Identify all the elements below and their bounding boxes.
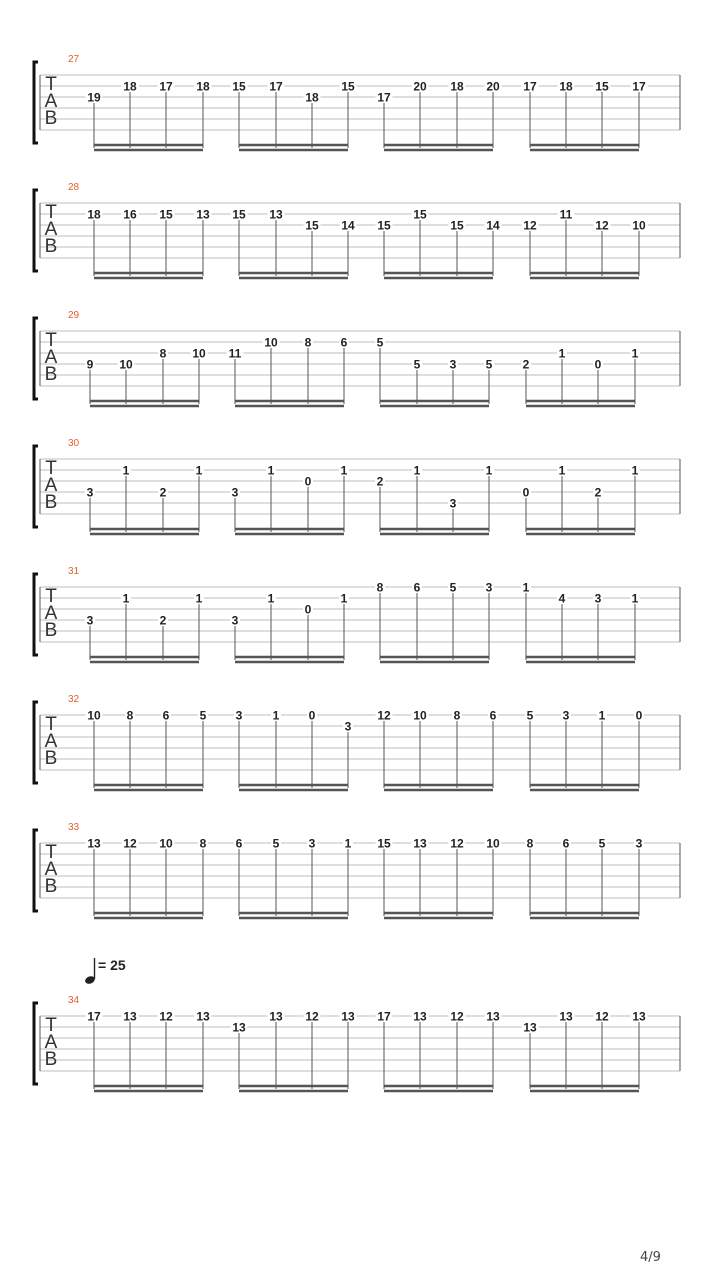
fret-number: 13	[632, 1009, 646, 1024]
fret-number: 2	[594, 485, 602, 500]
fret-number: 8	[453, 708, 461, 723]
fret-number: 1	[485, 463, 493, 478]
fret-number: 1	[340, 463, 348, 478]
fret-number: 13	[232, 1020, 246, 1035]
system-bracket	[34, 574, 38, 655]
fret-number: 4	[558, 591, 566, 606]
fret-number: 17	[523, 79, 537, 94]
fret-number: 6	[413, 580, 421, 595]
fret-number: 18	[87, 207, 101, 222]
tab-clef-letter: B	[44, 876, 58, 897]
fret-number: 3	[235, 708, 243, 723]
measure-number: 28	[68, 182, 80, 193]
fret-number: 1	[195, 591, 203, 606]
fret-number: 10	[264, 335, 278, 350]
fret-number: 3	[308, 836, 316, 851]
fret-number: 11	[228, 346, 242, 361]
tab-clef-letter: T	[45, 74, 57, 95]
fret-number: 2	[159, 613, 167, 628]
fret-number: 13	[196, 1009, 210, 1024]
fret-number: 13	[269, 1009, 283, 1024]
fret-number: 12	[305, 1009, 319, 1024]
fret-number: 1	[598, 708, 606, 723]
tab-clef-letter: T	[45, 202, 57, 223]
tab-clef-letter: T	[45, 842, 57, 863]
tab-clef-letter: B	[44, 492, 58, 513]
fret-number: 8	[526, 836, 534, 851]
fret-number: 15	[377, 836, 391, 851]
measure-number: 34	[68, 995, 80, 1006]
measure-number: 32	[68, 694, 80, 705]
fret-number: 6	[489, 708, 497, 723]
system-bracket	[34, 1003, 38, 1084]
fret-number: 3	[344, 719, 352, 734]
fret-number: 14	[341, 218, 355, 233]
fret-number: 12	[123, 836, 137, 851]
fret-number: 3	[449, 496, 457, 511]
fret-number: 0	[635, 708, 643, 723]
fret-number: 17	[159, 79, 173, 94]
fret-number: 9	[86, 357, 94, 372]
fret-number: 13	[523, 1020, 537, 1035]
fret-number: 15	[232, 79, 246, 94]
fret-number: 6	[562, 836, 570, 851]
tab-clef-letter: B	[44, 108, 58, 129]
fret-number: 13	[87, 836, 101, 851]
fret-number: 18	[123, 79, 137, 94]
system-bracket	[34, 318, 38, 399]
tab-clef-letter: A	[44, 859, 58, 880]
fret-number: 14	[486, 218, 500, 233]
fret-number: 5	[199, 708, 207, 723]
fret-number: 15	[413, 207, 427, 222]
fret-number: 2	[159, 485, 167, 500]
fret-number: 1	[631, 463, 639, 478]
fret-number: 13	[341, 1009, 355, 1024]
fret-number: 13	[196, 207, 210, 222]
fret-number: 2	[522, 357, 530, 372]
fret-number: 0	[522, 485, 530, 500]
fret-number: 18	[305, 90, 319, 105]
fret-number: 3	[562, 708, 570, 723]
tab-clef-letter: B	[44, 1049, 58, 1070]
tab-clef-letter: A	[44, 475, 58, 496]
fret-number: 11	[559, 207, 573, 222]
fret-number: 1	[413, 463, 421, 478]
tab-clef-letter: T	[45, 458, 57, 479]
fret-number: 16	[123, 207, 137, 222]
fret-number: 1	[344, 836, 352, 851]
fret-number: 3	[594, 591, 602, 606]
fret-number: 15	[305, 218, 319, 233]
fret-number: 17	[87, 1009, 101, 1024]
fret-number: 0	[594, 357, 602, 372]
fret-number: 5	[526, 708, 534, 723]
fret-number: 10	[632, 218, 646, 233]
fret-number: 6	[340, 335, 348, 350]
fret-number: 12	[450, 836, 464, 851]
fret-number: 5	[598, 836, 606, 851]
fret-number: 10	[192, 346, 206, 361]
fret-number: 18	[450, 79, 464, 94]
fret-number: 10	[87, 708, 101, 723]
fret-number: 1	[267, 463, 275, 478]
fret-number: 3	[231, 613, 239, 628]
system-bracket	[34, 190, 38, 271]
fret-number: 1	[340, 591, 348, 606]
fret-number: 10	[486, 836, 500, 851]
tab-clef-letter: T	[45, 586, 57, 607]
fret-number: 8	[376, 580, 384, 595]
fret-number: 12	[159, 1009, 173, 1024]
fret-number: 15	[232, 207, 246, 222]
tab-clef-letter: B	[44, 364, 58, 385]
tab-clef-letter: A	[44, 91, 58, 112]
fret-number: 1	[558, 346, 566, 361]
fret-number: 3	[231, 485, 239, 500]
fret-number: 1	[122, 463, 130, 478]
tab-clef-letter: T	[45, 1015, 57, 1036]
tempo-value: = 25	[98, 957, 126, 973]
fret-number: 3	[635, 836, 643, 851]
fret-number: 8	[126, 708, 134, 723]
fret-number: 20	[486, 79, 500, 94]
tab-clef-letter: A	[44, 1032, 58, 1053]
measure-number: 27	[68, 54, 80, 65]
system-bracket	[34, 62, 38, 143]
fret-number: 6	[235, 836, 243, 851]
tab-clef-letter: T	[45, 714, 57, 735]
fret-number: 3	[86, 485, 94, 500]
fret-number: 3	[86, 613, 94, 628]
system-bracket	[34, 446, 38, 527]
fret-number: 10	[413, 708, 427, 723]
tab-clef-letter: A	[44, 603, 58, 624]
tab-clef-letter: A	[44, 219, 58, 240]
fret-number: 10	[119, 357, 133, 372]
fret-number: 0	[304, 602, 312, 617]
fret-number: 15	[450, 218, 464, 233]
tab-clef-letter: T	[45, 330, 57, 351]
fret-number: 19	[87, 90, 101, 105]
fret-number: 13	[486, 1009, 500, 1024]
fret-number: 15	[377, 218, 391, 233]
fret-number: 17	[632, 79, 646, 94]
fret-number: 3	[449, 357, 457, 372]
fret-number: 17	[269, 79, 283, 94]
system-bracket	[34, 830, 38, 911]
fret-number: 1	[631, 591, 639, 606]
measure-number: 31	[68, 566, 80, 577]
tab-clef-letter: B	[44, 620, 58, 641]
fret-number: 1	[267, 591, 275, 606]
fret-number: 13	[413, 836, 427, 851]
fret-number: 10	[159, 836, 173, 851]
system-bracket	[34, 702, 38, 783]
fret-number: 5	[449, 580, 457, 595]
fret-number: 15	[341, 79, 355, 94]
fret-number: 15	[159, 207, 173, 222]
fret-number: 13	[123, 1009, 137, 1024]
page-number: 4/9	[640, 1250, 661, 1265]
fret-number: 5	[376, 335, 384, 350]
tempo-marking	[98, 957, 126, 975]
fret-number: 12	[523, 218, 537, 233]
fret-number: 15	[595, 79, 609, 94]
tab-clef-letter: A	[44, 731, 58, 752]
fret-number: 12	[595, 1009, 609, 1024]
fret-number: 5	[485, 357, 493, 372]
measure-number: 30	[68, 438, 80, 449]
fret-number: 3	[485, 580, 493, 595]
fret-number: 1	[195, 463, 203, 478]
fret-number: 2	[376, 474, 384, 489]
tab-clef-letter: B	[44, 748, 58, 769]
fret-number: 18	[196, 79, 210, 94]
fret-number: 1	[558, 463, 566, 478]
fret-number: 20	[413, 79, 427, 94]
fret-number: 1	[522, 580, 530, 595]
fret-number: 17	[377, 90, 391, 105]
fret-number: 6	[162, 708, 170, 723]
fret-number: 5	[413, 357, 421, 372]
fret-number: 17	[377, 1009, 391, 1024]
fret-number: 0	[308, 708, 316, 723]
tab-clef-letter: A	[44, 347, 58, 368]
fret-number: 0	[304, 474, 312, 489]
fret-number: 13	[559, 1009, 573, 1024]
fret-number: 12	[377, 708, 391, 723]
measure-number: 29	[68, 310, 80, 321]
fret-number: 12	[595, 218, 609, 233]
fret-number: 1	[122, 591, 130, 606]
measure-number: 33	[68, 822, 80, 833]
fret-number: 13	[269, 207, 283, 222]
fret-number: 5	[272, 836, 280, 851]
fret-number: 8	[159, 346, 167, 361]
fret-number: 1	[631, 346, 639, 361]
fret-number: 8	[304, 335, 312, 350]
tab-clef-letter: B	[44, 236, 58, 257]
fret-number: 13	[413, 1009, 427, 1024]
fret-number: 18	[559, 79, 573, 94]
fret-number: 12	[450, 1009, 464, 1024]
fret-number: 1	[272, 708, 280, 723]
fret-number: 8	[199, 836, 207, 851]
